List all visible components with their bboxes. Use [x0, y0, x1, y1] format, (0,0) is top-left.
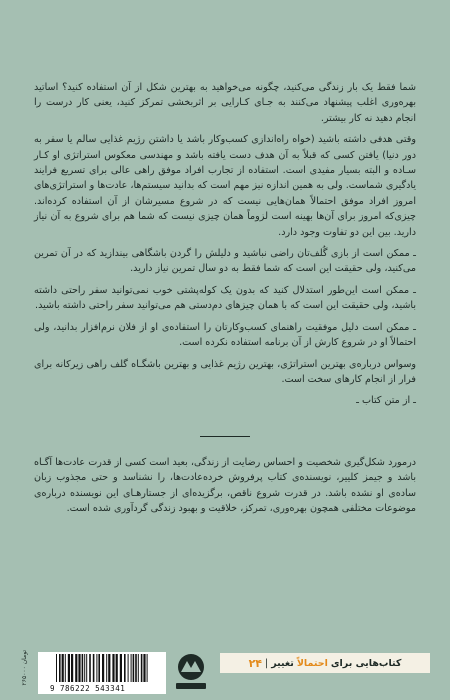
series-banner [220, 653, 430, 673]
barcode-bar [82, 654, 84, 682]
price-label: ۲۶۵۰۰۰ تومان [21, 650, 28, 686]
blurb-note-1: ـ ممکن است از بازی گُلف‌تان راضی نباشید و دلیلش را گردن باشگاهی بیندازید که در آن تمرین می‌کنید، ولی حقیقت این است که شما فقط به دو سال تمرین نیاز دارید. [34, 248, 416, 275]
barcode-bar [120, 654, 122, 682]
barcode-bar [138, 654, 139, 682]
blurb-note-2: ـ ممکن است این‌طور استدلال کنید که بدون یک کوله‌پشتی خوب نمی‌توانید سفر راحتی داشته باشید، ولی حقیقت این است که با همان چیزهای دم‌دستی هم می‌توانید سفر راحتی داشته باشید. [34, 284, 416, 312]
blurb-note-3: ـ ممکن است دلیل موفقیت راهنمای کسب‌وکارتان را استفاده‌ی او از فلان نرم‌افزار بدانید، ولی احتمالاً او در شروع کارش از آن برنامه استفاده نکرده است. [34, 321, 416, 349]
quote-source: ـ از متن کتاب ـ [356, 395, 416, 407]
barcode-bar [56, 654, 57, 682]
barcode-bar [68, 654, 70, 682]
publisher-logo-mark [172, 652, 210, 692]
series-label-1: کتاب‌هایی برای [330, 657, 402, 669]
barcode-bar [96, 654, 97, 682]
barcode-bar [135, 654, 137, 682]
isbn-number: 9 786222 543341 [50, 684, 126, 693]
barcode-bars [54, 654, 150, 682]
barcode-bar [128, 654, 129, 682]
barcode [38, 652, 166, 694]
barcode-bar [102, 654, 104, 682]
barcode-bar [71, 654, 73, 682]
barcode-bar [106, 654, 107, 682]
blurb-paragraph-2: وقتی هدفی داشته باشید (خواه راه‌اندازی کسب‌وکار باشد یا داشتن رژیم غذایی سالم یا سفر به دور دنیا) یافتن کسی که قبلاً به آن هدف دست یافته باشد و مهندسی معکوس استراتژی او کـار سـاده و البته بسیار مفیدی است. استفاده از تجارب افراد موفق راهی عالی برای تسریع فرایند یادگیری شماست. ولی به همین اندازه نیز مهم است که بدانید سیستم‌ها، عادت‌ها و استراتژی‌های امروز افراد موفق احتمالاً همان‌هایی نیست که در شروع مسیرشان از آن استفاده کرده‌اند. چیزی‌که امروز برای آن‌ها بهینه است لزوماً همان چیزی نیست که شما هم برای شروع به آن نیاز دارید. بین این دو تفاوت وجود دارد. [34, 134, 416, 238]
barcode-bar [89, 654, 91, 682]
barcode-bar [78, 654, 80, 682]
barcode-bar [59, 654, 61, 682]
barcode-bar [124, 654, 126, 682]
barcode-bar [116, 654, 118, 682]
about-section [34, 455, 416, 523]
barcode-bar [98, 654, 100, 682]
blurb-paragraph-1: شما فقط یک بار زندگی می‌کنید، چگونه می‌خواهید به بهترین شکل از آن استفاده کنید؟ اساتید بهره‌وری اغلب پیشنهاد می‌کنند به جـای کـارایی بر اثربخشی تمرکز کنید، یعنی کار درست را انجام دهید نه کار بیشتر. [34, 82, 416, 124]
barcode-bar [62, 654, 64, 682]
barcode-bar [86, 654, 87, 682]
barcode-bar [147, 654, 148, 682]
series-label-2: تغییر [271, 657, 294, 669]
publisher-logo [172, 652, 210, 692]
about-paragraph: درمورد شکل‌گیری شخصیت و احساس رضایت از زندگی، بعید است کسی از قدرت عادت‌ها آگـاه باشد و جیمز کلییر، نویسنده‌ی کتاب پرفروش خرده‌عادت‌ها، را نشناسد و حتی مجذوب زبان ساده‌ی او نشده باشد. در قدرت شروع ناقص، برگزیده‌ای از جستارهـای این نویسنده درباره‌ی موضوعات مختلفی همچون بهره‌وری، تمرکز، خلاقیت و بهبود زندگی گردآوری شده است. [34, 457, 416, 515]
barcode-bar [84, 654, 85, 682]
series-number: ۲۴ [248, 656, 263, 670]
barcode-bar [133, 654, 135, 682]
barcode-bar [143, 654, 145, 682]
barcode-bar [131, 654, 132, 682]
barcode-bar [112, 654, 114, 682]
barcode-bar [65, 654, 66, 682]
barcode-bar [141, 654, 143, 682]
barcode-bar [93, 654, 95, 682]
series-label-accent: احتمالاً [296, 657, 328, 669]
blurb-paragraph-3: وسواس درباره‌ی بهترین استراتژی، بهترین رژیم غذایی و بهترین باشگـاه گلف راهی زیرکانه برای فرار از انجام کارهای سخت است. [34, 358, 416, 385]
series-separator: | [265, 657, 269, 669]
blurb-section [34, 80, 416, 415]
barcode-bar [75, 654, 77, 682]
section-divider [200, 436, 250, 437]
barcode-bar [108, 654, 110, 682]
